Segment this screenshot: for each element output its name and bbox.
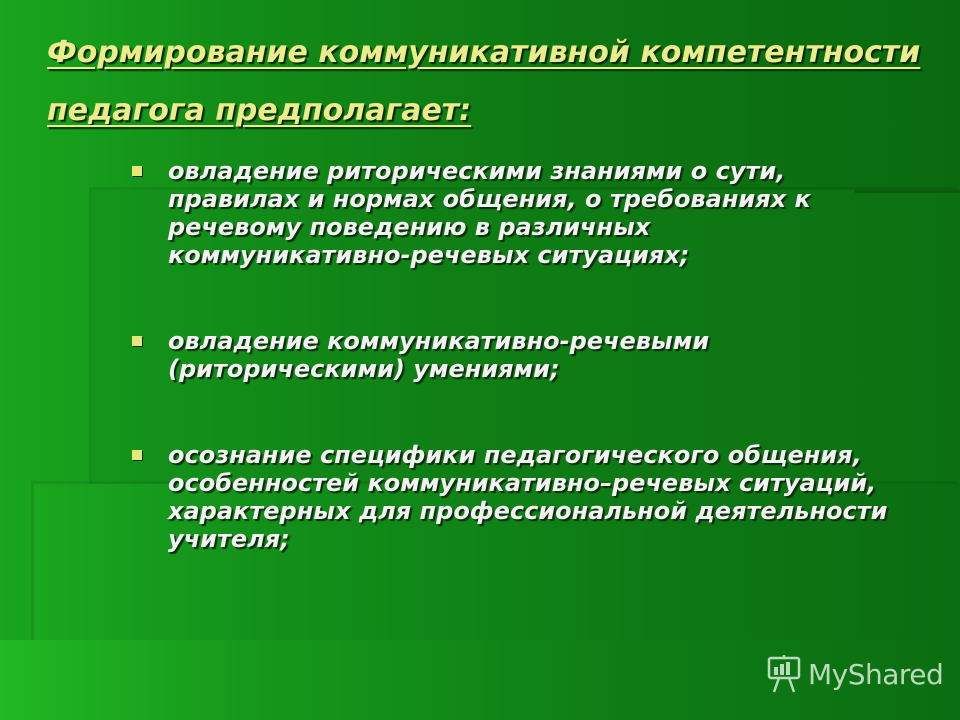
- bullet-text: овладение коммуникативно-речевыми (риторическими) умениями;: [168, 327, 710, 383]
- presentation-board-icon: [766, 654, 802, 694]
- square-bullet-icon: [132, 336, 142, 346]
- bullet-item: [128, 441, 888, 553]
- bullet-text: овладение риторическими знаниями о сути, правилах и нормах общения, о требованиях к речевому поведению в различных коммуникативно-речевых ситуациях;: [168, 157, 811, 269]
- bullet-text: осознание специфики педагогического общения, особенностей коммуникативно–речевых ситуаций, характерных для профессиональной деятельности учителя;: [168, 441, 888, 553]
- bullet-item: [128, 157, 888, 269]
- bullet-list: [128, 157, 888, 553]
- slide-title: Формирование коммуникативной компетентности педагога предполагает:: [47, 35, 921, 128]
- square-bullet-icon: [132, 450, 142, 460]
- bullet-item: [128, 327, 888, 383]
- watermark-text: MyShared: [808, 657, 944, 691]
- square-bullet-icon: [132, 166, 142, 176]
- watermark: [766, 654, 943, 694]
